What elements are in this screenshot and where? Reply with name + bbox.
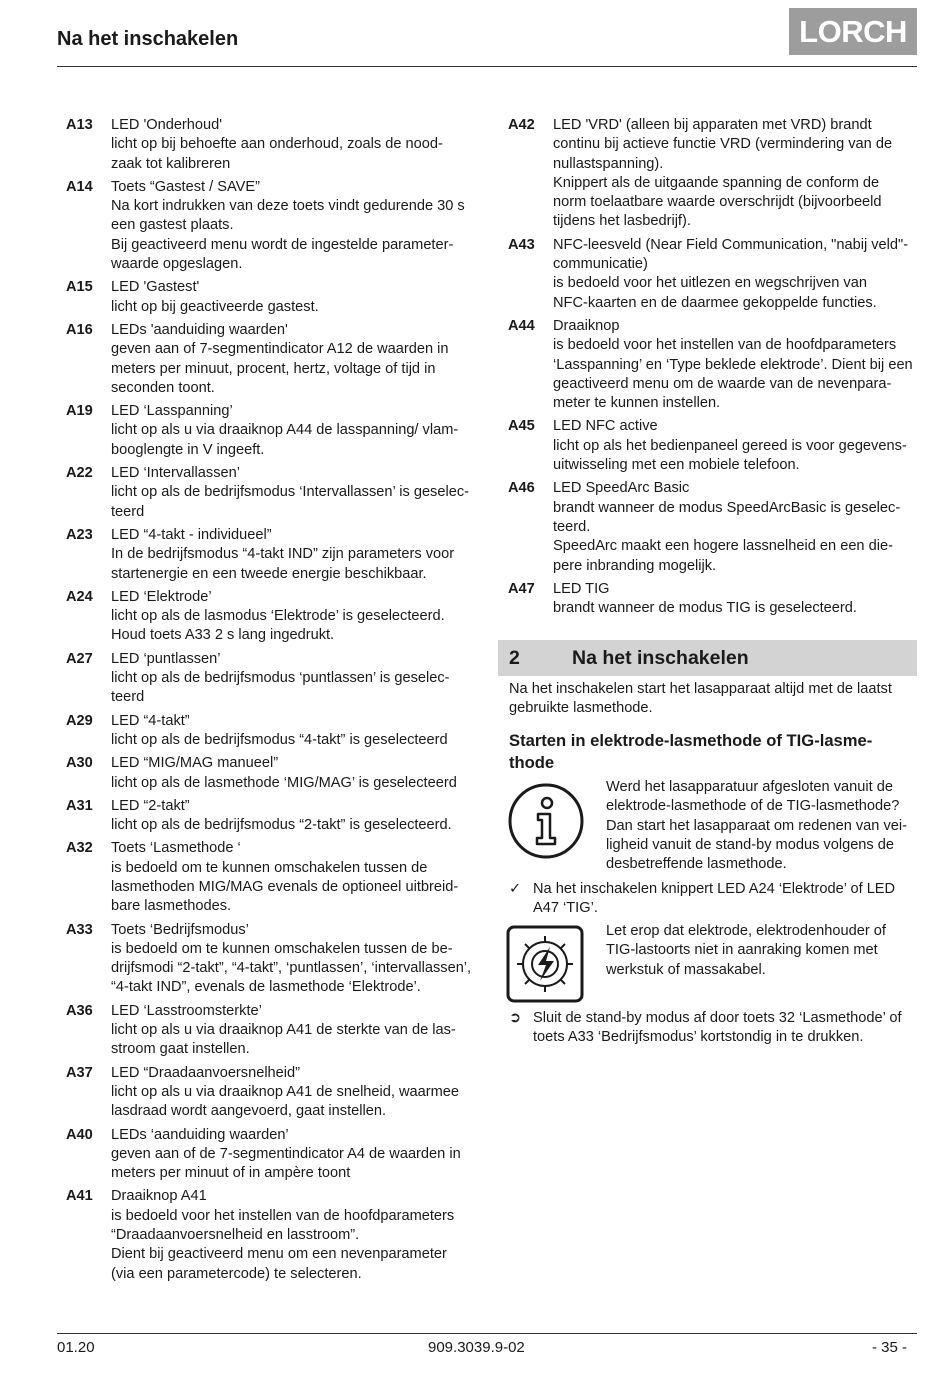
warning-note [606,922,917,980]
legend-text-line: zaak tot kalibreren [111,155,231,172]
legend-text-line: continu bij actieve functie VRD (vermindering van de [553,136,893,153]
legend-text-line: geven aan of 7-segmentindicator A12 de waarden in [111,341,449,358]
legend-entry [66,797,478,836]
legend-text-line: licht op bij geactiveerde gastest. [111,298,319,315]
action-line: toets A33 ‘Bedrijfsmodus’ kortstondig in te drukken. [533,1029,864,1046]
legend-text-line: licht op als de bedrijfsmodus “2-takt” is geselecteerd. [111,817,452,834]
legend-text-line: is bedoeld voor het uitlezen en wegschrijven van [553,275,867,292]
legend-text-line: LEDs 'aanduiding waarden' [111,321,288,338]
legend-entry [66,1187,478,1283]
info-line: Werd het lasapparatuur afgesloten vanuit de [606,779,893,795]
legend-text-line: Houd toets A33 2 s lang ingedrukt. [111,627,335,644]
legend-code: A13 [66,117,93,133]
info-note [606,778,917,874]
legend-text-line: teerd [111,689,145,706]
legend-text-line: booglengte in V ingeeft. [111,441,265,458]
legend-text-line: startenergie en een tweede energie beschikbaar. [111,565,427,582]
legend-entry [508,236,920,313]
legend-text-line: LED “Draadaanvoersnelheid” [111,1064,301,1081]
legend-code: A47 [508,580,535,597]
right-column [508,116,920,622]
legend-text-line: NFC-kaarten en de daarmee gekoppelde functies. [553,294,877,311]
subheading-line: thode [509,753,555,772]
legend-text-line: licht op als u via draaiknop A44 de lasspanning/ vlam- [111,422,459,439]
legend-text-line: bare lasmethodes. [111,898,232,915]
legend-text-line: norm toelaatbare waarde overschrijdt (bijvoorbeeld [553,194,882,211]
legend-text-line: drijfsmodi “2-takt”, “4-takt”, ‘puntlassen’, ‘intervallassen’, [111,960,472,977]
legend-text-line: LED “2-takt” [111,797,190,814]
legend-entry [66,321,478,398]
legend-code: A16 [66,321,93,338]
legend-text-line: licht op bij behoefte aan onderhoud, zoals de nood- [111,136,443,153]
legend-text-line: LED ‘Lasstroomsterkte’ [111,1002,262,1019]
legend-entry [66,921,478,998]
info-line: desbetreffende lasmethode. [606,856,787,873]
legend-entry [66,712,478,751]
legend-entry [508,116,920,232]
legend-text-line: LED ‘puntlassen’ [111,650,221,667]
legend-text-line: LED ‘Elektrode’ [111,588,212,605]
warning-line: werkstuk of massakabel. [606,961,766,978]
legend-code: A24 [66,588,93,605]
legend-text-line: LED “MIG/MAG manueel” [111,755,279,772]
legend-entry [508,580,920,619]
arrow-action-icon: ➲ [509,1010,522,1026]
legend-text-line: LED SpeedArc Basic [553,480,690,497]
legend-text-line: In de bedrijfsmodus “4-takt IND” zijn parameters voor [111,546,455,563]
legend-text-line: nullastspanning). [553,155,664,172]
legend-code: A23 [66,526,93,543]
legend-text-line: Toets ‘Lasmethode ‘ [111,840,241,857]
legend-text-line: is bedoeld voor het instellen van de hoofdparameters [553,337,897,354]
legend-entry [66,278,478,317]
legend-text-line: “4-takt IND”, evenals de lasmethode ‘Elektrode’. [111,979,421,996]
left-column [66,116,478,1288]
legend-code: A46 [508,480,535,497]
check-line: Na het inschakelen knippert LED A24 ‘Elektrode’ of LED [533,881,896,897]
legend-text-line: licht op als de bedrijfsmodus ‘Intervallassen’ is geselec- [111,484,469,501]
legend-text-line: een gastest plaats. [111,217,234,234]
footer-divider [57,1333,917,1334]
legend-text-line: Draaiknop [553,317,620,334]
legend-entry [508,317,920,413]
electric-hazard-gear-icon [506,925,584,1003]
checkmark-icon: ✓ [509,881,522,897]
section-number: 2 [509,646,520,669]
legend-text-line: geven aan of de 7-segmentindicator A4 de waarden in [111,1145,461,1162]
header-divider [57,66,917,67]
footer-date: 01.20 [57,1339,95,1356]
legend-entry [66,116,478,174]
legend-code: A41 [66,1188,93,1205]
legend-code: A42 [508,117,535,133]
legend-text-line: is bedoeld voor het instellen van de hoofdparameters [111,1207,455,1224]
legend-text-line: lasdraad wordt aangevoerd, gaat instellen. [111,1103,387,1120]
legend-text-line: seconden toont. [111,379,215,396]
legend-code: A14 [66,178,93,195]
warning-line: TIG-lastoorts niet in aanraking komen met [606,942,878,959]
section-intro [509,680,919,719]
legend-entry [66,1002,478,1060]
legend-code: A43 [508,236,535,253]
info-line: Dan start het lasapparaat om redenen van vei- [606,817,907,834]
legend-entry [66,754,478,793]
action-item [509,1009,902,1048]
legend-text-line: LED “4-takt” [111,712,190,729]
legend-code: A29 [66,712,93,729]
legend-text-line: licht op als de bedrijfsmodus “4-takt” is geselecteerd [111,731,448,748]
section-title: Na het inschakelen [572,646,749,669]
footer-page-number: - 35 - [872,1339,908,1356]
legend-text-line: is bedoeld om te kunnen omschakelen tussen de be- [111,940,453,957]
legend-text-line: (via een parametercode) te selecteren. [111,1265,362,1282]
legend-text-line: geactiveerd menu om de waarde van de nevenpara- [553,375,892,392]
warning-line: Let erop dat elektrode, elektrodenhouder of [606,923,886,939]
legend-text-line: LED NFC active [553,418,658,435]
subheading [509,730,872,774]
footer-doc-number: 909.3039.9-02 [428,1339,525,1356]
legend-code: A30 [66,755,93,772]
legend-code: A32 [66,840,93,857]
legend-entry [66,402,478,460]
legend-text-line: communicatie) [553,256,648,273]
legend-code: A40 [66,1126,93,1143]
legend-text-line: Knippert als de uitgaande spanning de conform de [553,174,880,191]
section-heading [498,640,917,676]
legend-text-line: LED 'Onderhoud' [111,117,223,133]
legend-text-line: meter te kunnen instellen. [553,395,721,412]
legend-text-line: teerd [111,503,145,520]
legend-text-line: brandt wanneer de modus SpeedArcBasic is geselec- [553,499,901,516]
legend-text-line: licht op als de lasmodus ‘Elektrode’ is geselecteerd. [111,608,445,625]
legend-text-line: licht op als het bedienpaneel gereed is voor gegevens- [553,437,907,454]
legend-text-line: Toets ‘Bedrijfsmodus’ [111,921,249,938]
legend-text-line: ‘Lasspanning’ en ‘Type beklede elektrode’. Dient bij een [553,356,913,373]
subheading-line: Starten in elektrode-lasmethode of TIG-lasme- [509,731,873,750]
legend-code: A36 [66,1002,93,1019]
legend-text-line: pere inbranding mogelijk. [553,557,717,574]
legend-entry [66,650,478,708]
legend-text-line: waarde opgeslagen. [111,256,243,273]
legend-text-line: Dient bij geactiveerd menu om een nevenparameter [111,1246,447,1263]
info-icon [507,782,585,860]
action-line: Sluit de stand-by modus af door toets 32 ‘Lasmethode’ of [533,1010,902,1026]
legend-text-line: NFC-leesveld (Near Field Communication, "nabij veld"- [553,236,909,253]
legend-text-line: brandt wanneer de modus TIG is geselecteerd. [553,600,857,617]
legend-code: A31 [66,797,93,814]
legend-code: A27 [66,650,93,667]
legend-code: A45 [508,418,535,435]
legend-text-line: licht op als u via draaiknop A41 de sterkte van de las- [111,1022,456,1039]
legend-code: A44 [508,317,535,334]
legend-text-line: LEDs ‘aanduiding waarden’ [111,1126,289,1143]
legend-text-line: teerd. [553,518,591,535]
check-item [509,880,895,919]
legend-text-line: SpeedArc maakt een hogere lassnelheid en een die- [553,538,893,555]
legend-text-line: LED 'Gastest' [111,279,200,296]
legend-entry [66,464,478,522]
legend-text-line: LED TIG [553,580,610,597]
legend-code: A15 [66,279,93,296]
legend-text-line: LED “4-takt - individueel” [111,526,272,543]
legend-text-line: licht op als de bedrijfsmodus ‘puntlassen’ is geselec- [111,670,450,687]
legend-text-line: Draaiknop A41 [111,1188,207,1205]
legend-text-line: licht op als u via draaiknop A41 de snelheid, waarmee [111,1083,460,1100]
legend-text-line: Bij geactiveerd menu wordt de ingestelde parameter- [111,236,454,253]
legend-text-line: LED ‘Intervallassen’ [111,465,240,482]
legend-code: A33 [66,921,93,938]
legend-text-line: lasmethoden MIG/MAG evenals de optioneel uitbreid- [111,878,459,895]
legend-entry [66,526,478,584]
legend-entry [66,1064,478,1122]
legend-text-line: Na kort indrukken van deze toets vindt gedurende 30 s [111,198,465,215]
legend-text-line: LED ‘Lasspanning’ [111,403,233,420]
legend-entry [66,178,478,274]
legend-entry [508,479,920,575]
legend-code: A19 [66,403,93,420]
legend-text-line: licht op als de lasmethode ‘MIG/MAG’ is geselecteerd [111,774,457,791]
legend-code: A22 [66,465,93,482]
legend-text-line: tijdens het lasbedrijf). [553,213,691,230]
check-line: A47 ‘TIG’. [533,900,598,917]
intro-line: gebruikte lasmethode. [509,700,653,717]
legend-text-line: Toets “Gastest / SAVE” [111,178,260,195]
legend-text-line: is bedoeld om te kunnen omschakelen tussen de [111,859,428,876]
intro-line: Na het inschakelen start het lasapparaat altijd met de laatst [509,681,892,697]
legend-text-line: stroom gaat instellen. [111,1041,250,1058]
legend-entry [66,588,478,646]
page-header-title: Na het inschakelen [57,28,239,50]
legend-entry [508,417,920,475]
legend-code: A37 [66,1064,93,1081]
lorch-logo: LORCH [789,8,917,55]
legend-entry [66,1126,478,1184]
info-line: ligheid vanuit de stand-by modus volgens de [606,836,895,853]
info-line: elektrode-lasmethode of de TIG-lasmethode? [606,798,900,815]
legend-text-line: meters per minuut of in ampère toont [111,1165,351,1182]
legend-text-line: meters per minuut, procent, hertz, voltage of tijd in [111,360,436,377]
legend-text-line: LED 'VRD' (alleen bij apparaten met VRD) brandt [553,117,872,133]
legend-entry [66,839,478,916]
legend-text-line: uitwisseling met een mobiele telefoon. [553,457,800,474]
legend-text-line: “Draadaanvoersnelheid en lasstroom”. [111,1227,360,1244]
